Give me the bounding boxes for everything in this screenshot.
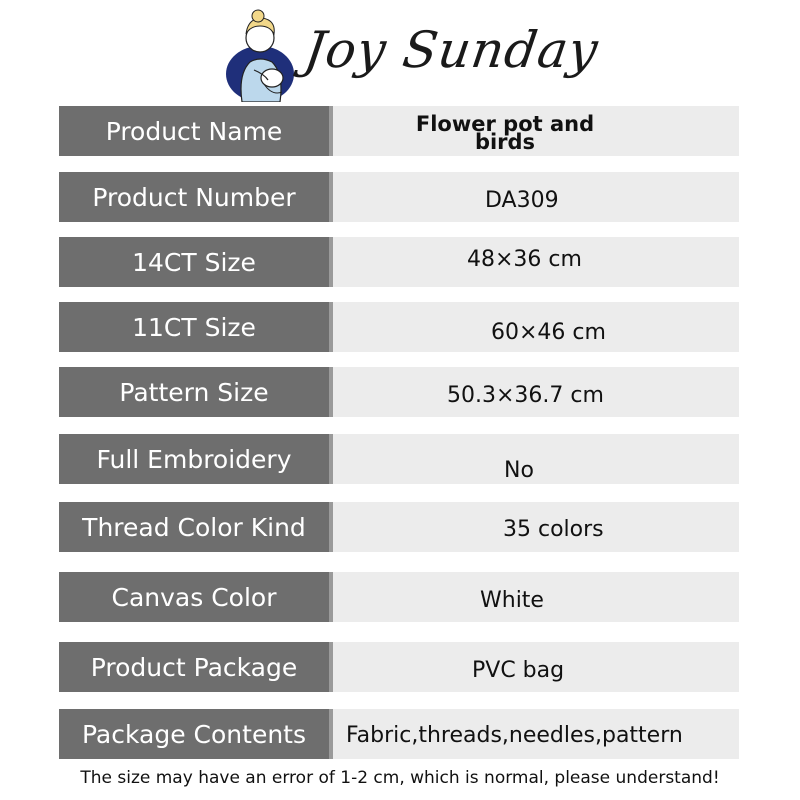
spec-value: DA309 — [485, 188, 559, 213]
spec-value: 35 colors — [503, 517, 604, 542]
spec-row-product-name — [59, 106, 739, 156]
spec-value-box — [333, 172, 739, 222]
spec-value: 48×36 cm — [467, 247, 582, 272]
spec-value: Fabric,threads,needles,pattern — [346, 723, 683, 748]
spec-row-pattern-size — [59, 367, 739, 417]
spec-row-11ct-size — [59, 302, 739, 352]
spec-value-box — [333, 642, 739, 692]
spec-value: Flower pot and birds — [415, 112, 595, 154]
spec-value: No — [504, 458, 534, 483]
spec-label: Canvas Color — [59, 572, 329, 622]
spec-label: Product Name — [59, 106, 329, 156]
spec-value-box — [333, 106, 739, 156]
spec-label: 14CT Size — [59, 237, 329, 287]
spec-value-box — [333, 367, 739, 417]
spec-label: Thread Color Kind — [59, 502, 329, 552]
spec-label: Package Contents — [59, 709, 329, 759]
spec-row-thread-color-kind — [59, 502, 739, 552]
spec-row-canvas-color — [59, 572, 739, 622]
spec-row-full-embroidery — [59, 434, 739, 484]
spec-value-box — [333, 502, 739, 552]
spec-label: Product Number — [59, 172, 329, 222]
spec-row-14ct-size — [59, 237, 739, 287]
spec-value: 50.3×36.7 cm — [447, 383, 604, 408]
spec-value-box — [333, 302, 739, 352]
size-error-note: The size may have an error of 1-2 cm, which is normal, please understand! — [80, 768, 720, 788]
spec-value: 60×46 cm — [491, 320, 606, 345]
spec-value-box — [333, 237, 739, 287]
spec-value-box — [333, 709, 739, 759]
spec-value: PVC bag — [472, 658, 565, 683]
spec-label: Full Embroidery — [59, 434, 329, 484]
spec-row-product-number — [59, 172, 739, 222]
spec-value: White — [480, 588, 544, 613]
spec-value-box — [333, 572, 739, 622]
spec-label: Product Package — [59, 642, 329, 692]
spec-row-package-contents — [59, 709, 739, 759]
brand-name: Joy Sunday — [300, 21, 603, 79]
spec-row-product-package — [59, 642, 739, 692]
spec-value-box — [333, 434, 739, 484]
spec-label: Pattern Size — [59, 367, 329, 417]
spec-label: 11CT Size — [59, 302, 329, 352]
